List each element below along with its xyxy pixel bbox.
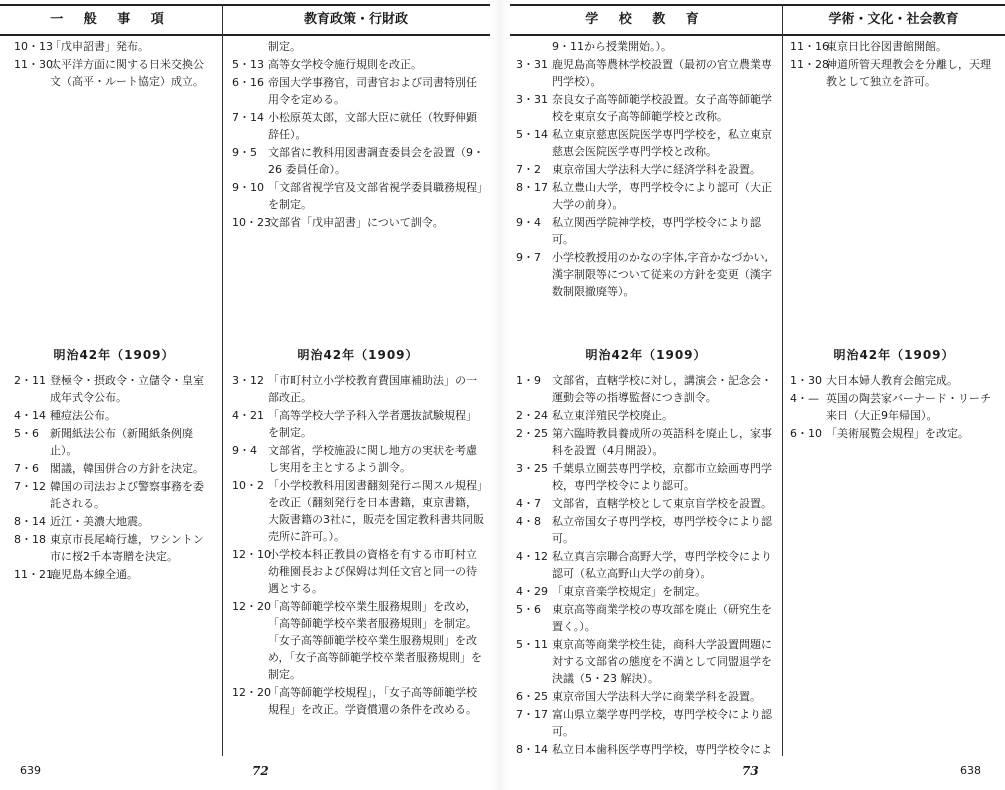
entry-date: 1・30 xyxy=(790,374,822,387)
chronology-entry xyxy=(232,407,484,441)
entry-date: 6・16 xyxy=(232,76,264,89)
chronology-entry xyxy=(232,109,484,143)
year-heading-academic: 明治42年（1909） xyxy=(833,348,955,362)
entry-date: 6・10 xyxy=(790,427,822,440)
entry-date: 9・10 xyxy=(232,181,264,194)
entry-date: 5・6 xyxy=(516,603,541,616)
entry-text: 「市町村立小学校教育費国庫補助法」の一部改正。 xyxy=(268,374,477,404)
entry-date: 9・5 xyxy=(232,146,257,159)
page-number-73: 73 xyxy=(742,764,759,778)
entry-text: 9・11から授業開始。）。 xyxy=(552,40,672,53)
entry-text: 私立日本歯科医学専門学校，専門学校令によ xyxy=(552,743,772,756)
entry-text: 「高等師範学校卒業生服務規則」を改め，「高等師範学校卒業者服務規則」を制定。「女子高等師範学校卒業生服務規則」を改め，「女子高等師範学校卒業者服務規則」を制定。 xyxy=(268,600,483,681)
chronology-entry xyxy=(790,56,998,90)
entry-date: 4・— xyxy=(790,392,819,405)
entry-text: 「小学校教科用図書翻刻発行ニ関スル規程」を改正（翻刻発行を日本書籍，東京書籍，大阪書籍の3社に，販売を国定教科書共同販売所に許可。）。 xyxy=(268,479,484,543)
header-school-education: 学 校 教 育 xyxy=(585,12,707,27)
entry-date: 8・14 xyxy=(14,515,46,528)
entry-date: 1・9 xyxy=(516,374,541,387)
entry-text: 小松原英太郎，文部大臣に就任（牧野伸顕辞任）。 xyxy=(268,111,477,141)
entry-date: 3・25 xyxy=(516,462,548,475)
chronology-entry xyxy=(516,407,776,424)
entry-text: 種痘法公布。 xyxy=(50,409,116,422)
entry-date: 5・6 xyxy=(14,427,39,440)
entry-date: 4・12 xyxy=(516,550,548,563)
entry-text: 文部省，直轄学校に対し，講演会・記念会・運動会等の指導監督につき訓令。 xyxy=(552,374,772,404)
entry-date: 4・7 xyxy=(516,497,541,510)
right-page xyxy=(510,0,1005,790)
year-heading-policy: 明治42年（1909） xyxy=(297,348,419,362)
chronology-entry xyxy=(232,74,484,108)
header-academic-culture: 学術・文化・社会教育 xyxy=(828,12,959,27)
chronology-entry xyxy=(232,442,484,476)
entry-date: 4・8 xyxy=(516,515,541,528)
entry-text: 文部省，学校施設に関し地方の実状を考慮し実用を主とするよう訓令。 xyxy=(268,444,477,474)
entry-text: 私立関西学院神学校，専門学校令により認可。 xyxy=(552,216,761,246)
chronology-entry xyxy=(516,688,776,705)
entry-text: 鹿児島本線全通。 xyxy=(50,568,138,581)
entry-date: 10・2 xyxy=(232,479,264,492)
chronology-entry xyxy=(232,684,484,718)
entry-text: 東京帝国大学法科大学に商業学科を設置。 xyxy=(552,690,761,703)
entry-date: 3・12 xyxy=(232,374,264,387)
page-number-638: 638 xyxy=(960,764,981,777)
school-education-lower-list xyxy=(516,372,776,759)
entry-text: 高等女学校令施行規則を改正。 xyxy=(268,58,422,71)
chronology-entry xyxy=(232,372,484,406)
entry-text: 文部省「戊申詔書」について訓令。 xyxy=(268,216,444,229)
chronology-entry xyxy=(516,513,776,547)
entry-date: 7・14 xyxy=(232,111,264,124)
chronology-entry xyxy=(14,407,214,424)
year-heading-general: 明治42年（1909） xyxy=(53,348,175,362)
chronology-entry xyxy=(232,144,484,178)
entry-text: 「戊申詔書」発布。 xyxy=(50,40,149,53)
page-number-72: 72 xyxy=(252,764,269,778)
entry-date: 4・29 xyxy=(516,585,548,598)
chronology-entry xyxy=(232,179,484,213)
chronology-entry xyxy=(14,513,214,530)
chronology-entry xyxy=(516,161,776,178)
entry-text: 神道所管天理教会を分離し，天理教として独立を許可。 xyxy=(826,58,991,88)
entry-text: 文部省，直轄学校として東京盲学校を設置。 xyxy=(552,497,772,510)
entry-date: 5・13 xyxy=(232,58,264,71)
entry-text: 千葉県立園芸専門学校，京都市立絵画専門学校，専門学校令により認可。 xyxy=(552,462,772,492)
entry-date: 12・20 xyxy=(232,600,271,613)
chronology-entry xyxy=(516,214,776,248)
entry-date: 7・17 xyxy=(516,708,548,721)
entry-text: 第六臨時教員養成所の英語科を廃止し，家事科を設置（4月開設）。 xyxy=(552,427,772,457)
entry-date: 6・25 xyxy=(516,690,548,703)
entry-text: 私立帝国女子専門学校，専門学校令により認可。 xyxy=(552,515,772,545)
entry-date: 11・30 xyxy=(14,58,53,71)
header-education-policy: 教育政策・行財政 xyxy=(303,12,408,27)
chronology-entry xyxy=(516,741,776,758)
chronology-entry xyxy=(14,478,214,512)
entry-date: 2・11 xyxy=(14,374,46,387)
entry-text: 東京市長尾崎行雄，ワシントン市に桜2千本寄贈を決定。 xyxy=(50,533,204,563)
entry-text: 「高等師範学校規程」，「女子高等師範学校規程」を改正。学資償還の条件を改める。 xyxy=(268,686,477,716)
entry-date: 2・25 xyxy=(516,427,548,440)
entry-date: 4・21 xyxy=(232,409,264,422)
entry-date: 5・14 xyxy=(516,128,548,141)
column-divider xyxy=(782,4,783,756)
entry-date: 3・31 xyxy=(516,58,548,71)
book-gutter xyxy=(490,0,510,790)
left-page xyxy=(0,0,490,790)
chronology-entry xyxy=(14,460,214,477)
chronology-entry xyxy=(516,425,776,459)
right-header-row xyxy=(510,4,1005,36)
page-number-639: 639 xyxy=(20,764,41,777)
chronology-entry xyxy=(516,583,776,600)
column-divider xyxy=(222,4,223,756)
education-policy-upper-list xyxy=(232,38,484,232)
entry-text: 近江・美濃大地震。 xyxy=(50,515,149,528)
entry-text: 新聞紙法公布（新聞紙条例廃止）。 xyxy=(50,427,193,457)
chronology-entry xyxy=(14,38,214,55)
entry-date: 2・24 xyxy=(516,409,548,422)
entry-date: 8・14 xyxy=(516,743,548,756)
chronology-entry xyxy=(516,460,776,494)
chronology-entry xyxy=(790,390,998,424)
chronology-entry xyxy=(516,56,776,90)
chronology-entry xyxy=(516,372,776,406)
chronology-entry xyxy=(516,126,776,160)
entry-text: 小学校本科正教員の資格を有する市町村立幼稚園長および保姆は判任文官と同一の待遇とする。 xyxy=(268,548,477,595)
entry-date: 11・16 xyxy=(790,40,829,53)
chronology-entry xyxy=(516,38,776,55)
chronology-entry xyxy=(232,546,484,597)
chronology-entry xyxy=(232,38,484,55)
entry-date: 9・4 xyxy=(516,216,541,229)
chronology-entry xyxy=(232,477,484,545)
entry-date: 9・4 xyxy=(232,444,257,457)
general-affairs-lower-list xyxy=(14,372,214,584)
entry-text: 英国の陶芸家バーナード・リーチ来日（大正9年帰国）。 xyxy=(826,392,991,422)
entry-text: 富山県立薬学専門学校，専門学校令により認可。 xyxy=(552,708,772,738)
entry-text: 「東京音楽学校規定」を制定。 xyxy=(552,585,706,598)
education-policy-lower-list xyxy=(232,372,484,719)
entry-text: 東京高等商業学校の専攻部を廃止（研究生を置く。）。 xyxy=(552,603,772,633)
entry-date: 11・21 xyxy=(14,568,53,581)
entry-date: 5・11 xyxy=(516,638,548,651)
entry-text: 韓国の司法および警察事務を委託される。 xyxy=(50,480,204,510)
entry-date: 3・31 xyxy=(516,93,548,106)
entry-date: 7・2 xyxy=(516,163,541,176)
entry-text: 閣議，韓国併合の方針を決定。 xyxy=(50,462,204,475)
general-affairs-upper-list xyxy=(14,38,214,91)
entry-date: 4・14 xyxy=(14,409,46,422)
entry-text: 私立豊山大学，専門学校令により認可（大正大学の前身）。 xyxy=(552,181,772,211)
chronology-entry xyxy=(14,372,214,406)
entry-text: 小学校教授用のかなの字体,字音かなづかい,漢字制限等について従来の方針を変更（漢字数制限撤廃等）。 xyxy=(552,251,772,298)
entry-date: 11・28 xyxy=(790,58,829,71)
entry-date: 7・12 xyxy=(14,480,46,493)
entry-text: 私立真言宗聯合高野大学，専門学校令により認可（私立高野山大学の前身）。 xyxy=(552,550,772,580)
entry-text: 大日本婦人教育会館完成。 xyxy=(826,374,958,387)
entry-text: 鹿児島高等農林学校設置（最初の官立農業専門学校）。 xyxy=(552,58,772,88)
school-education-upper-list xyxy=(516,38,776,301)
chronology-entry xyxy=(790,38,998,55)
entry-text: 帝国大学事務官，司書官および司書特別任用令を定める。 xyxy=(268,76,477,106)
chronology-entry xyxy=(516,706,776,740)
entry-text: 登極令・摂政令・立儲令・皇室成年式令公布。 xyxy=(50,374,204,404)
academic-culture-lower-list xyxy=(790,372,998,443)
chronology-entry xyxy=(232,598,484,683)
chronology-entry xyxy=(516,91,776,125)
entry-text: 「文部省視学官及文部省視学委員職務規程」を制定。 xyxy=(268,181,483,211)
entry-text: 東京日比谷図書館開館。 xyxy=(826,40,947,53)
entry-text: 東京帝国大学法科大学に経済学科を設置。 xyxy=(552,163,761,176)
chronology-entry xyxy=(516,179,776,213)
chronology-entry xyxy=(516,636,776,687)
chronology-entry xyxy=(516,495,776,512)
entry-text: 私立東京慈恵医院医学専門学校を，私立東京慈恵会医院医学専門学校と改称。 xyxy=(552,128,772,158)
entry-text: 「高等学校大学予科入学者選抜試験規程」を制定。 xyxy=(268,409,477,439)
entry-date: 9・7 xyxy=(516,251,541,264)
entry-date: 10・13 xyxy=(14,40,53,53)
entry-text: 「美術展覧会規程」を改定。 xyxy=(826,427,969,440)
chronology-entry xyxy=(790,425,998,442)
entry-text: 奈良女子高等師範学校設置。女子高等師範学校を東京女子高等師範学校と改称。 xyxy=(552,93,772,123)
entry-date: 12・10 xyxy=(232,548,271,561)
entry-text: 制定。 xyxy=(268,40,301,53)
entry-text: 東京高等商業学校生徒，商科大学設置問題に対する文部省の態度を不満として同盟退学を決議（5・23 解決）。 xyxy=(552,638,772,685)
entry-date: 7・6 xyxy=(14,462,39,475)
entry-text: 太平洋方面に関する日米交換公文（高平・ルート協定）成立。 xyxy=(50,58,204,88)
chronology-entry xyxy=(14,566,214,583)
chronology-entry xyxy=(232,56,484,73)
left-header-row xyxy=(0,4,490,36)
entry-date: 8・18 xyxy=(14,533,46,546)
chronology-entry xyxy=(14,531,214,565)
chronology-entry xyxy=(516,548,776,582)
academic-culture-upper-list xyxy=(790,38,998,91)
header-general-affairs: 一 般 事 項 xyxy=(50,12,172,27)
entry-date: 8・17 xyxy=(516,181,548,194)
entry-text: 私立東洋殖民学校廃止。 xyxy=(552,409,673,422)
chronology-entry xyxy=(232,214,484,231)
entry-date: 12・20 xyxy=(232,686,271,699)
entry-date: 10・23 xyxy=(232,216,271,229)
chronology-entry xyxy=(790,372,998,389)
chronology-entry xyxy=(14,56,214,90)
entry-text: 文部省に教科用図書調査委員会を設置（9・26 委員任命）。 xyxy=(268,146,484,176)
chronology-entry xyxy=(516,601,776,635)
chronology-entry xyxy=(516,249,776,300)
chronology-entry xyxy=(14,425,214,459)
year-heading-school: 明治42年（1909） xyxy=(585,348,707,362)
